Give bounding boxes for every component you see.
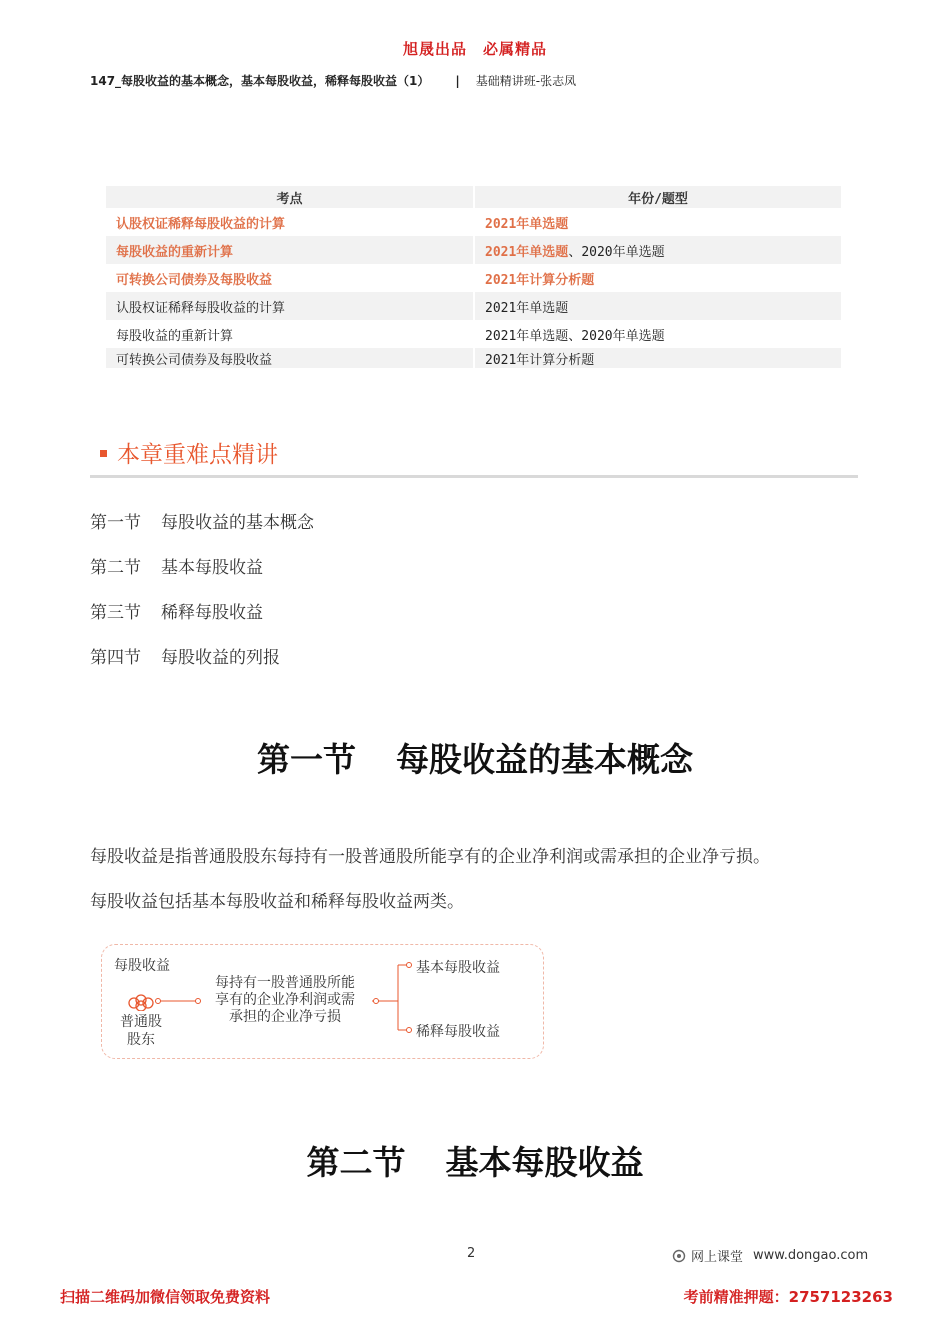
bullet-square-icon [100,450,107,457]
topic-cell: 每股收益的重新计算 [106,236,474,264]
table-header-row [106,186,842,208]
paragraph: 每股收益是指普通股股东每持有一股普通股所能享有的企业净利润或需承担的企业净亏损。 [90,847,770,867]
year-cell: 2021年单选题、2020年单选题 [474,320,842,348]
year-cell: 2021年单选题 [474,292,842,320]
brand-banner: 旭晟出品 必属精品 [402,40,547,58]
year-cell: 2021年单选题 [474,208,842,236]
chapter-heading [90,434,858,478]
diagram-title: 每股收益 [114,958,170,974]
table-row [106,208,842,236]
shareholder-label: 普通股 股东 [120,1014,162,1048]
header-separator: | [455,73,460,88]
eps-definition: 每持有一股普通股所能 享有的企业净利润或需 承担的企业净亏损 [215,975,355,1025]
table-row [106,348,842,368]
course-name: 基础精讲班-张志凤 [475,74,577,88]
toc-item: 第二节 基本每股收益 [90,558,263,578]
eps-concept-diagram [101,944,544,1059]
promo-right: 考前精准押题：2757123263 [683,1288,893,1306]
column-header-topic: 考点 [106,186,474,208]
branch-diluted-eps: 稀释每股收益 [416,1024,500,1040]
coin-stack-icon [128,991,158,1011]
chapter-heading-title: 本章重难点精讲 [117,442,278,468]
section-title: 第二节 基本每股收益 [306,1143,644,1182]
table-row [106,264,842,292]
site-url[interactable]: www.dongao.com [753,1248,869,1263]
toc-item: 第四节 每股收益的列报 [90,648,280,668]
topic-cell: 认股权证稀释每股收益的计算 [106,292,474,320]
lesson-title: 147_每股收益的基本概念，基本每股收益，稀释每股收益（1） [90,74,430,88]
site-footer [672,1246,868,1265]
page-header [90,72,576,89]
year-cell: 2021年计算分析题 [474,264,842,292]
paragraph: 每股收益包括基本每股收益和稀释每股收益两类。 [90,892,464,912]
page-number: 2 [467,1246,476,1261]
exam-points-table [106,186,843,368]
branch-basic-eps: 基本每股收益 [416,960,500,976]
toc-item: 第一节 每股收益的基本概念 [90,513,314,533]
column-header-year: 年份/题型 [474,186,842,208]
topic-cell: 可转换公司债券及每股收益 [106,264,474,292]
table-row [106,236,842,264]
toc-item: 第三节 稀释每股收益 [90,603,263,623]
topic-cell: 每股收益的重新计算 [106,320,474,348]
site-name: 网上课堂 [691,1250,744,1265]
table-row [106,292,842,320]
section-title: 第一节 每股收益的基本概念 [257,740,693,779]
dongao-logo-icon [672,1249,686,1263]
table-row [106,320,842,348]
topic-cell: 可转换公司债券及每股收益 [106,348,474,368]
year-cell: 2021年单选题、2020年单选题 [474,236,842,264]
topic-cell: 认股权证稀释每股收益的计算 [106,208,474,236]
year-cell: 2021年计算分析题 [474,348,842,368]
promo-left: 扫描二维码加微信领取免费资料 [60,1288,271,1306]
